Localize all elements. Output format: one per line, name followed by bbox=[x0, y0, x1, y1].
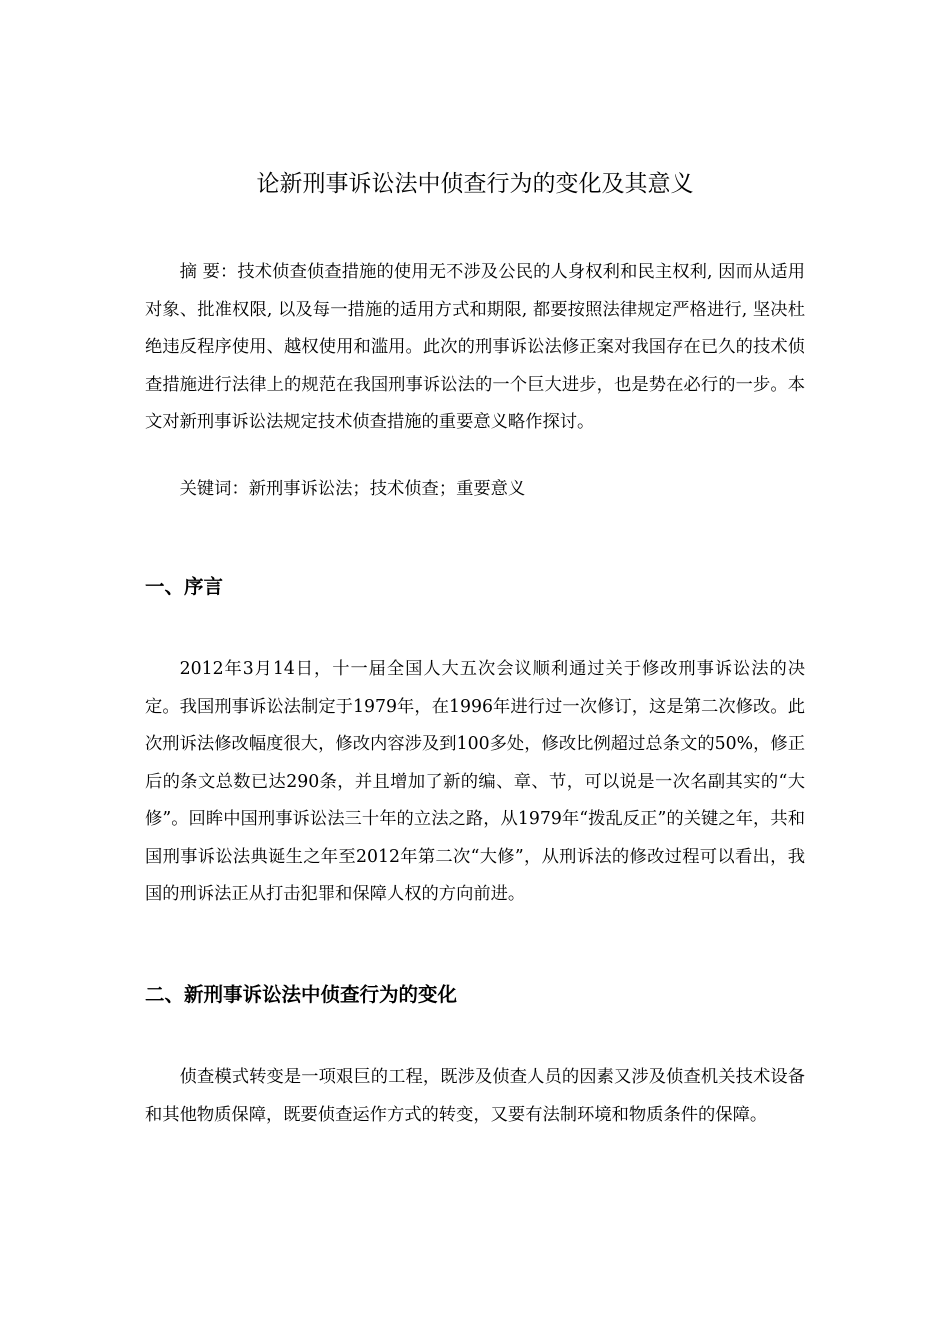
keywords-line: 关键词：新刑事诉讼法；技术侦查；重要意义 bbox=[179, 479, 526, 499]
abstract-paragraph: 摘 要：技术侦查侦查措施的使用无不涉及公民的人身权利和民主权利, 因而从适用对象、批准权限, 以及每一措施的适用方式和期限, 都要按照法律规定严格进行, 坚决杜绝违反程序使用、越权使用和滥用。此次的刑事诉讼法修正案对我国存在已久的技术侦查措施进行法律上的规范在我国刑事诉讼法的一个巨大进步，也是势在必行的一步。本文对新刑事诉讼法规定技术侦查措施的重要意义略作探讨。 bbox=[145, 262, 805, 432]
section-heading-preface: 一、序言 bbox=[145, 575, 224, 598]
section-heading-changes: 二、新刑事诉讼法中侦查行为的变化 bbox=[145, 983, 458, 1006]
preface-paragraph: 2012年3月14日，十一届全国人大五次会议顺利通过关于修改刑事诉讼法的决定。我国刑事诉讼法制定于1979年，在1996年进行过一次修订，这是第二次修改。此次刑诉法修改幅度很大，修改内容涉及到100多处，修改比例超过总条文的50%，修正后的条文总数已达290条，并且增加了新的编、章、节，可以说是一次名副其实的“大修”。回眸中国刑事诉讼法三十年的立法之路，从1979年“拨乱反正”的关键之年，共和国刑事诉讼法典诞生之年至2012年第二次“大修”，从刑诉法的修改过程可以看出，我国的刑诉法正从打击犯罪和保障人权的方向前进。 bbox=[145, 659, 805, 904]
document-title: 论新刑事诉讼法中侦查行为的变化及其意义 bbox=[256, 171, 694, 197]
changes-paragraph: 侦查模式转变是一项艰巨的工程，既涉及侦查人员的因素又涉及侦查机关技术设备和其他物质保障，既要侦查运作方式的转变，又要有法制环境和物质条件的保障。 bbox=[145, 1067, 805, 1125]
